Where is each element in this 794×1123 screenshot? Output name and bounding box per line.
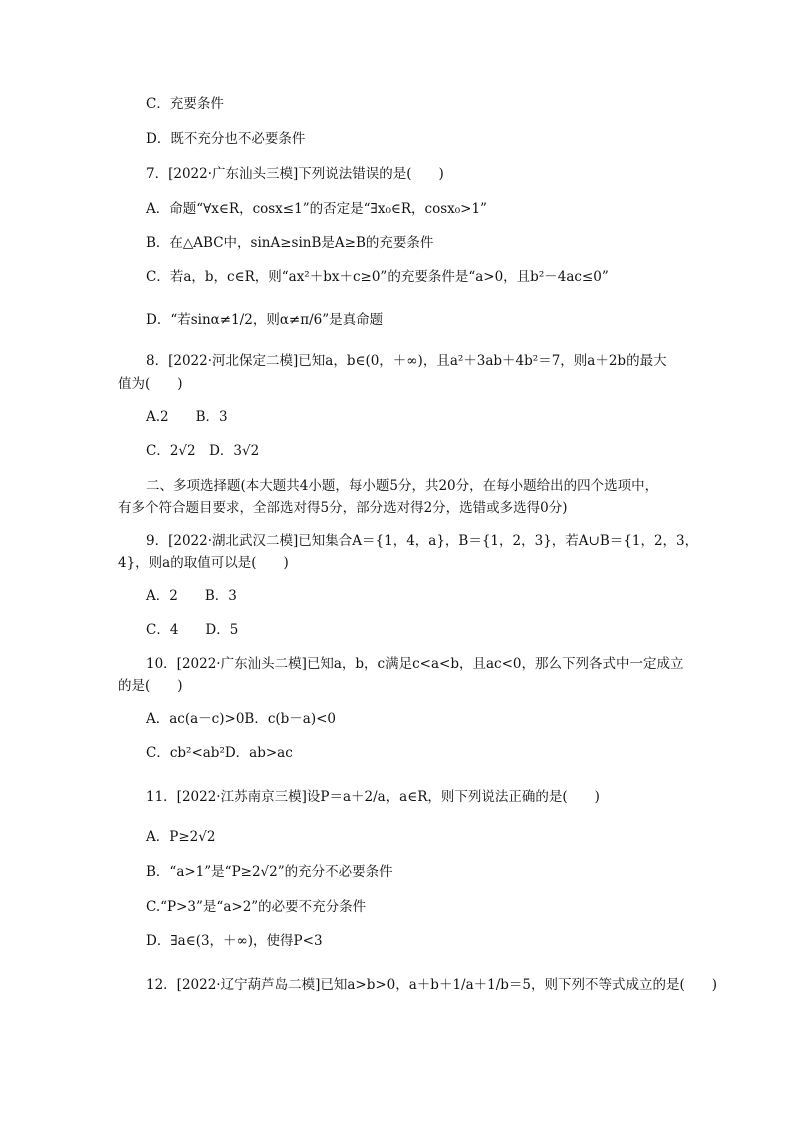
q8-stem-line2: 值为( ) <box>118 376 183 392</box>
q11-stem: 11．[2022·江苏南京三模]设P＝a＋2/a，a∈R，则下列说法正确的是( ) <box>146 789 600 805</box>
q7-option-a: A．命题“∀x∈R，cosx≤1”的否定是“∃x₀∈R，cosx₀>1” <box>146 201 487 217</box>
option-d-prev: D．既不充分也不必要条件 <box>146 131 306 147</box>
q7-stem: 7．[2022·广东汕头三模]下列说法错误的是( ) <box>146 166 444 182</box>
q11-option-d: D．∃a∈(3，＋∞)，使得P<3 <box>146 933 323 949</box>
option-c-prev: C．充要条件 <box>146 96 224 112</box>
q7-option-b: B．在△ABC中，sinA≥sinB是A≥B的充要条件 <box>146 235 434 251</box>
q10-stem-line1: 10．[2022·广东汕头二模]已知a，b，c满足c<a<b，且ac<0，那么下列各式中一定成立 <box>146 656 684 672</box>
q8-options-ab: A.2 B．3 <box>146 409 228 425</box>
q12-stem: 12．[2022·辽宁葫芦岛二模]已知a>b>0，a＋b＋1/a＋1/b＝5，则下列不等式成立的是( ) <box>146 977 718 993</box>
q8-options-cd: C．2√2 D．3√2 <box>146 443 260 459</box>
q7-option-d: D．“若sinα≠1/2，则α≠π/6”是真命题 <box>146 312 384 328</box>
q10-options-ab: A．ac(a－c)>0B．c(b－a)<0 <box>146 711 337 727</box>
q10-options-cd: C．cb²<ab²D．ab>ac <box>146 745 293 761</box>
q8-stem-line1: 8．[2022·河北保定二模]已知a，b∈(0，＋∞)，且a²＋3ab＋4b²＝7，则a＋2b的最大 <box>146 353 667 369</box>
q10-stem-line2: 的是( ) <box>118 678 183 694</box>
q7-option-c: C．若a，b，c∈R，则“ax²＋bx＋c≥0”的充要条件是“a>0，且b²－4ac≤0” <box>146 269 609 285</box>
q11-option-c: C.“P>3”是“a>2”的必要不充分条件 <box>146 899 367 915</box>
q9-stem-line1: 9．[2022·湖北武汉二模]已知集合A＝{1，4，a}，B＝{1，2，3}，若A∪B＝{1，2，3， <box>146 533 699 549</box>
q9-options-cd: C．4 D．5 <box>146 622 239 638</box>
q9-options-ab: A．2 B．3 <box>146 588 237 604</box>
section2-line1: 二、多项选择题(本大题共4小题，每小题5分，共20分，在每小题给出的四个选项中， <box>146 478 659 494</box>
q9-stem-line2: 4}，则a的取值可以是( ) <box>118 555 289 571</box>
section2-line2: 有多个符合题目要求，全部选对得5分，部分选对得2分，选错或多选得0分) <box>118 500 568 516</box>
q11-option-a: A．P≥2√2 <box>146 829 216 845</box>
q11-option-b: B．“a>1”是“P≥2√2”的充分不必要条件 <box>146 864 393 880</box>
